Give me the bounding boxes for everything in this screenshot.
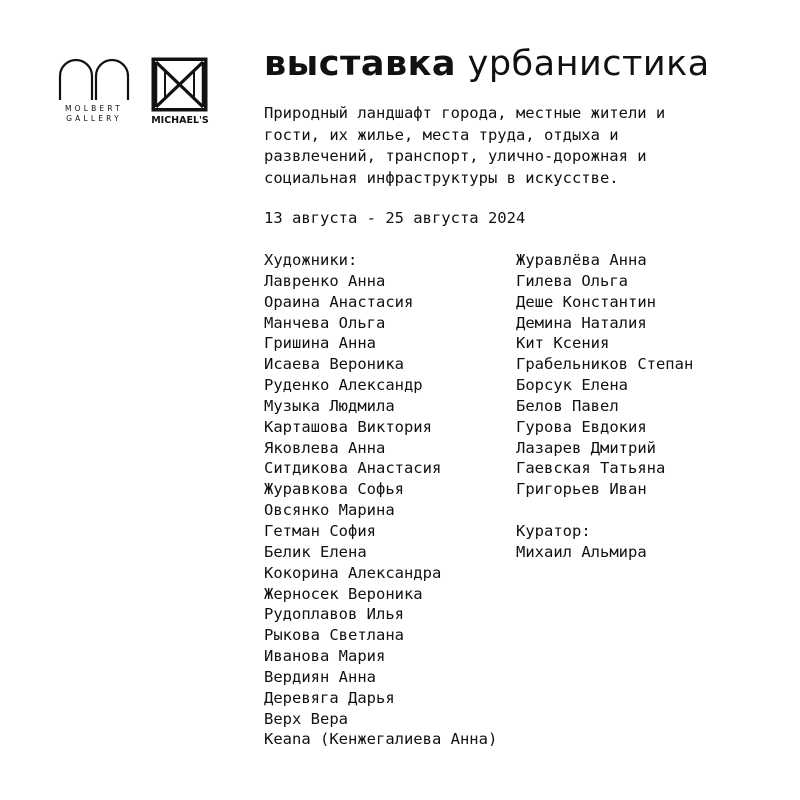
artist-name: Манчева Ольга	[264, 313, 386, 332]
artists-list-right	[516, 250, 693, 563]
molbert-logo-text: MOLBERT	[64, 104, 124, 113]
artist-name: Журавкова Софья	[264, 480, 404, 499]
curator-heading: Куратор:	[516, 521, 591, 540]
list-spacer	[516, 500, 693, 521]
artist-name: Грабельников Степан	[516, 355, 694, 374]
artist-name: Карташова Виктория	[264, 417, 432, 436]
artist-name: Белов Павел	[516, 396, 619, 415]
artist-name: Keana (Кенжегалиева Анна)	[264, 730, 498, 749]
artist-name: Рыкова Светлана	[264, 626, 404, 645]
artist-name: Музыка Людмила	[264, 396, 395, 415]
artist-name: Ораина Анастасия	[264, 292, 414, 311]
artist-name: Ситдикова Анастасия	[264, 459, 442, 478]
artist-name: Борсук Елена	[516, 376, 628, 395]
artist-name: Лазарев Дмитрий	[516, 438, 656, 457]
artist-name: Лавренко Анна	[264, 271, 386, 290]
artist-name: Руденко Александр	[264, 376, 423, 395]
artist-name: Овсянко Марина	[264, 501, 395, 520]
artist-name: Деше Константин	[516, 292, 656, 311]
curator-name: Михаил Альмира	[516, 542, 647, 561]
artist-name: Григорьев Иван	[516, 480, 647, 499]
artists-heading: Художники:	[264, 251, 358, 269]
artist-name: Журавлёва Анна	[516, 251, 647, 269]
artist-name: Исаева Вероника	[264, 355, 404, 374]
artist-name: Демина Наталия	[516, 313, 647, 332]
molbert-gallery-logo	[58, 56, 132, 126]
logos	[58, 56, 218, 126]
artist-name: Гетман София	[264, 521, 376, 540]
artist-name: Яковлева Анна	[264, 438, 386, 457]
exhibition-description: Природный ландшафт города, местные жители и гости, их жилье, места труда, отдыха и развлечений, транспорт, улично-дорожная и социальная инфраструктуры в искусстве.	[264, 104, 666, 187]
michaels-logo	[150, 56, 210, 126]
michaels-logo-text: MICHAEL'S	[151, 115, 209, 126]
artists-list-left	[264, 250, 497, 750]
exhibition-title	[264, 44, 710, 84]
title-word-urbanism: урбанистика	[467, 44, 710, 84]
artist-name: Гришина Анна	[264, 334, 376, 353]
artist-name: Гаевская Татьяна	[516, 459, 666, 478]
artist-name: Гурова Евдокия	[516, 417, 647, 436]
artist-name: Верх Вера	[264, 709, 348, 728]
artist-name: Деревяга Дарья	[264, 688, 395, 707]
artist-name: Рудоплавов Илья	[264, 605, 404, 624]
artist-name: Гилева Ольга	[516, 271, 628, 290]
artist-name: Белик Елена	[264, 542, 367, 561]
artist-name: Кит Ксения	[516, 334, 610, 353]
gallery-logo-text: GALLERY	[66, 114, 122, 123]
artist-name: Кокорина Александра	[264, 563, 442, 582]
title-word-exhibition: выставка	[264, 44, 456, 84]
exhibition-dates: 13 августа - 25 августа 2024	[264, 209, 526, 227]
artist-name: Иванова Мария	[264, 647, 386, 666]
artist-name: Вердиян Анна	[264, 667, 376, 686]
artist-name: Жерносек Вероника	[264, 584, 423, 603]
